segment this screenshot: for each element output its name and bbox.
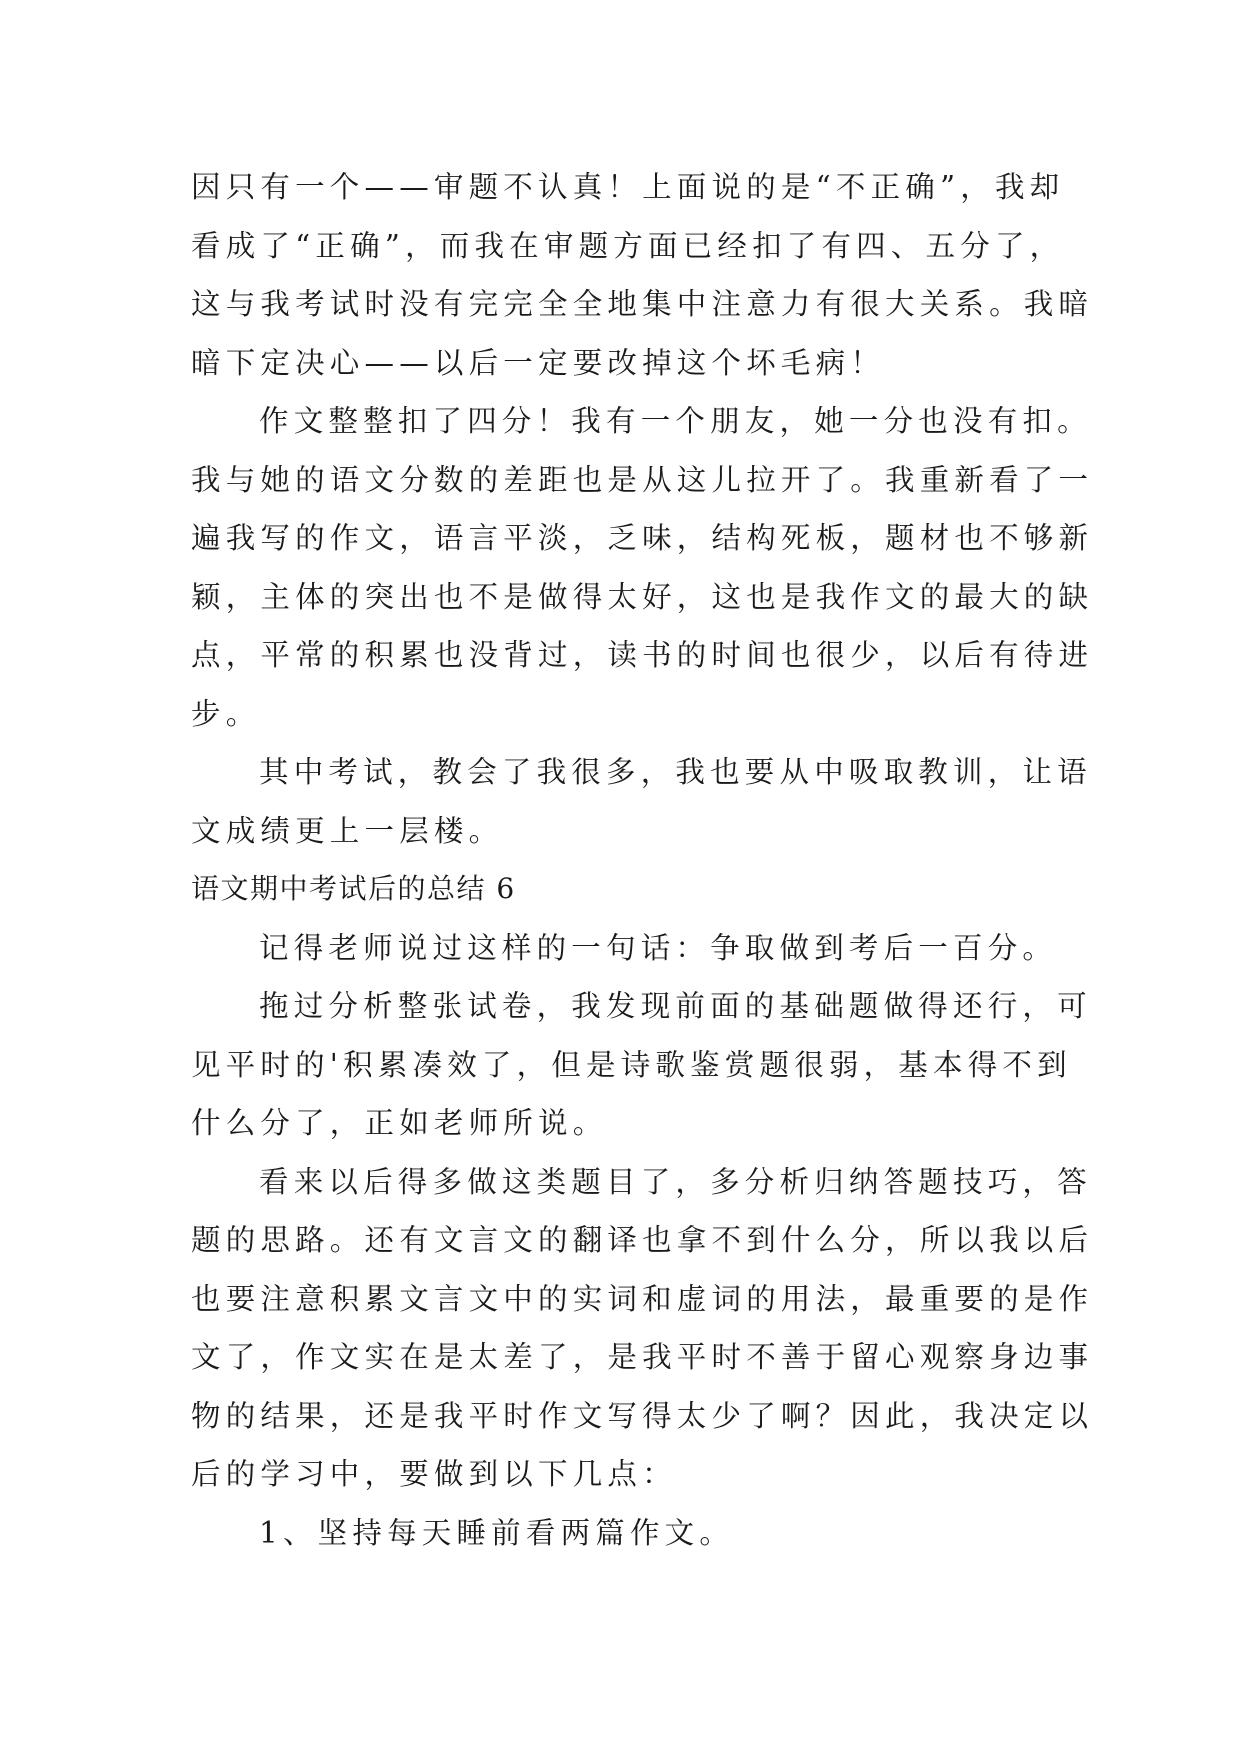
- text-line: 文成绩更上一层楼。: [191, 813, 504, 848]
- text-line: 什么分了，正如老师所说。: [191, 1106, 608, 1140]
- text-line: 看来以后得多做这类题目了，多分析归纳答题技巧，答: [259, 1164, 1092, 1199]
- text-line: 颖，主体的突出也不是做得太好，这也是我作文的最大的缺: [191, 579, 1094, 614]
- text-line: 其中考试，教会了我很多，我也要从中吸取教训，让语: [259, 755, 1092, 789]
- text-line: 拖过分析整张试卷，我发现前面的基础题做得还行，可: [259, 989, 1092, 1023]
- text-line: 1、坚持每天睡前看两篇作文。: [259, 1515, 735, 1550]
- text-line: 点，平常的积累也没背过，读书的时间也很少，以后有待进: [191, 638, 1094, 672]
- text-line: 看成了“正确”，而我在审题方面已经扣了有四、五分了，: [191, 228, 1065, 263]
- text-line: 题的思路。还有文言文的翻译也拿不到什么分，所以我以后: [191, 1223, 1094, 1257]
- text-line: 我与她的语文分数的差距也是从这儿拉开了。我重新看了一: [191, 462, 1094, 497]
- text-line: 文了，作文实在是太差了，是我平时不善于留心观察身边事: [191, 1340, 1094, 1374]
- text-line: 作文整整扣了四分！我有一个朋友，她一分也没有扣。: [259, 404, 1092, 438]
- text-line: 这与我考试时没有完完全全地集中注意力有很大关系。我暗: [191, 287, 1094, 321]
- section-heading: 语文期中考试后的总结 6: [191, 872, 516, 905]
- text-line: 暗下定决心——以后一定要改掉这个坏毛病！: [191, 345, 886, 380]
- text-line: 后的学习中，要做到以下几点：: [191, 1457, 677, 1491]
- text-line: 遍我写的作文，语言平淡，乏味，结构死板，题材也不够新: [191, 521, 1094, 555]
- text-line: 见平时的'积累凑效了，但是诗歌鉴赏题很弱，基本得不到: [191, 1047, 1072, 1082]
- text-line: 记得老师说过这样的一句话：争取做到考后一百分。: [259, 930, 1058, 965]
- text-line: 步。: [191, 696, 261, 731]
- text-line: 也要注意积累文言文中的实词和虚词的用法，最重要的是作: [191, 1281, 1094, 1316]
- text-line: 因只有一个——审题不认真！上面说的是“不正确”，我却: [191, 170, 1065, 204]
- text-line: 物的结果，还是我平时作文写得太少了啊？因此，我决定以: [191, 1398, 1094, 1433]
- document-page: [191, 158, 1094, 1562]
